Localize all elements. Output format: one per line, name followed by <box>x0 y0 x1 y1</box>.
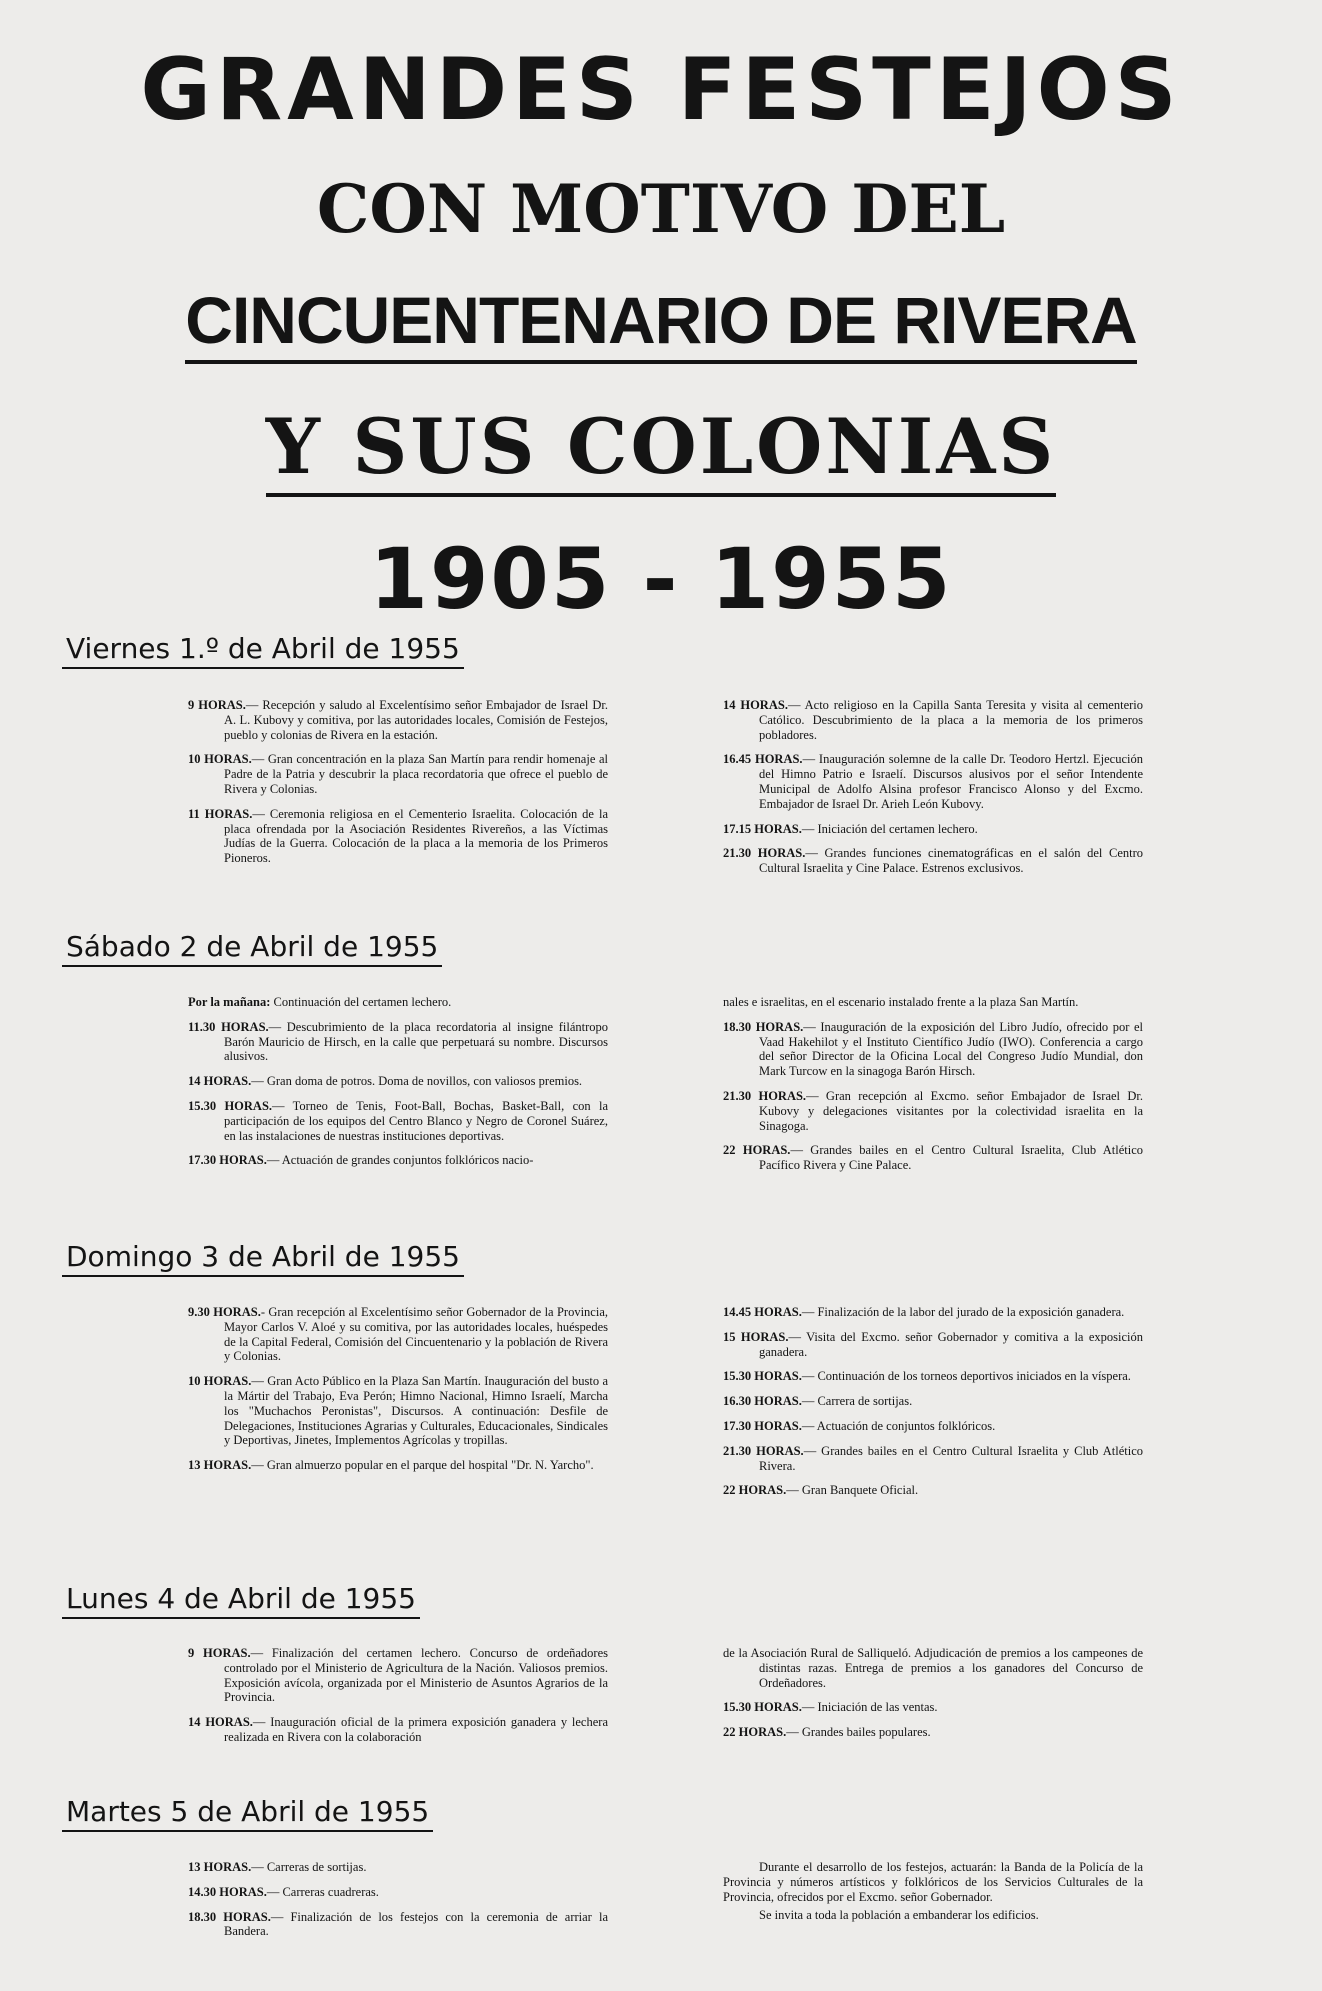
list-item: 11.30 HORAS.— Descubrimiento de la placa recordatoria al insigne filántropo Barón Mauricio de Hirsch, en la calle que perpetuará su nombre. Discursos alusivos. <box>188 1019 609 1064</box>
day-heading-domingo: Domingo 3 de Abril de 1955 <box>62 1240 464 1277</box>
title-years: 1905 - 1955 <box>369 530 953 628</box>
list-item: 14.45 HORAS.— Finalización de la labor del jurado de la exposición ganadera. <box>723 1305 1125 1319</box>
day-2-left-column <box>188 995 608 1178</box>
day-1-right-column <box>723 698 1143 886</box>
title-line-4-text: Y SUS COLONIAS <box>266 402 1056 497</box>
list-item: 10 HORAS.— Gran concentración en la plaza San Martín para rendir homenaje al Padre de la Patria y descubrir la placa recordatoria que ofrece el pueblo de Rivera y Colonias. <box>188 752 609 796</box>
title-line-1: GRANDES FESTEJOS <box>140 40 1182 140</box>
day-heading-viernes: Viernes 1.º de Abril de 1955 <box>62 632 464 669</box>
list-item: 14 HORAS.— Acto religioso en la Capilla Santa Teresita y visita al cementerio Católico. Descubrimiento de la placa a la memoria de los primeros pobladores. <box>723 698 1144 742</box>
day-4-left-column <box>188 1646 608 1755</box>
list-item: 9 HORAS.— Recepción y saludo al Excelentísimo señor Embajador de Israel Dr. A. L. Kubovy y comitiva, por las autoridades locales, Comisión de Festejos, pueblo y colonias de Rivera en la estación. <box>188 698 609 742</box>
list-item: 21.30 HORAS.— Grandes bailes en el Centro Cultural Israelita y Club Atlético Rivera. <box>723 1443 1143 1473</box>
list-item: 15.30 HORAS.— Continuación de los torneos deportivos iniciados en la víspera. <box>723 1369 1131 1384</box>
list-item: 15.30 HORAS.— Torneo de Tenis, Foot-Ball, Bochas, Basket-Ball, con la participación de los equipos del Centro Blanco y Negro de Coronel Suárez, en las instalaciones de nuestras instituciones deportivas. <box>188 1098 608 1143</box>
list-item: nales e israelitas, en el escenario instalado frente a la plaza San Martín. <box>723 995 1079 1009</box>
day-3-right-column <box>723 1305 1143 1508</box>
list-item: 17.15 HORAS.— Iniciación del certamen lechero. <box>723 821 978 836</box>
title-line-3 <box>0 282 1322 358</box>
day-heading-sabado: Sábado 2 de Abril de 1955 <box>62 930 442 967</box>
day-heading-lunes: Lunes 4 de Abril de 1955 <box>62 1582 420 1619</box>
list-item: de la Asociación Rural de Salliqueló. Adjudicación de premios a los campeones de distintas razas. Entrega de premios a los ganadores del Concurso de Ordeñadores. <box>723 1646 1143 1690</box>
list-item: 14 HORAS.— Gran doma de potros. Doma de novillos, con valiosos premios. <box>188 1074 583 1089</box>
closing-note: Se invita a toda la población a embanderar los edificios. <box>759 1908 1039 1923</box>
day-1-left-column <box>188 698 608 876</box>
list-item: 21.30 HORAS.— Grandes funciones cinematográficas en el salón del Centro Cultural Israelita y Cine Palace. Estrenos exclusivos. <box>723 846 1143 876</box>
closing-notes <box>723 1860 1143 1927</box>
title-line-4 <box>0 402 1322 491</box>
list-item: 15.30 HORAS.— Iniciación de las ventas. <box>723 1700 938 1715</box>
list-item: 16.30 HORAS.— Carrera de sortijas. <box>723 1394 913 1409</box>
title-line-2: CON MOTIVO DEL <box>316 170 1006 248</box>
day-5-left-column <box>188 1860 608 1949</box>
list-item: 14.30 HORAS.— Carreras cuadreras. <box>188 1884 379 1899</box>
title-line-3-text: CINCUENTENARIO DE RIVERA <box>185 283 1136 364</box>
list-item: 18.30 HORAS.— Finalización de los festejos con la ceremonia de arriar la Bandera. <box>188 1909 609 1939</box>
list-item: 10 HORAS.— Gran Acto Público en la Plaza San Martín. Inauguración del busto a la Mártir del Trabajo, Eva Perón; Himno Nacional, Himno Israelí, Marcha los "Muchachos Peronistas", Discursos. A continuación: Desfile de Delegaciones, Instituciones Agrarias y Culturales, Educacionales, Sindicales y Deportivas, Jinetes, Implementos Agrícolas y tropillas. <box>188 1374 608 1448</box>
list-item: 17.30 HORAS.— Actuación de grandes conjuntos folklóricos nacio- <box>188 1153 534 1168</box>
list-item: 18.30 HORAS.— Inauguración de la exposición del Libro Judío, ofrecido por el Vaad Hakehilot y el Instituto Científico Judío (IWO). Conferencia a cargo del señor Director de la Oficina Local del Congreso Judío Mundial, don Mark Turcow en la sinagoga Barón Hirsch. <box>723 1019 1143 1079</box>
list-item: 9 HORAS.— Finalización del certamen lechero. Concurso de ordeñadores controlado por el Ministerio de Agricultura de la Nación. Valiosos premios. Exposición avícola, organizada por el Ministerio de Asuntos Agrarios de la Provincia. <box>188 1646 608 1705</box>
list-item: 15 HORAS.— Visita del Excmo. señor Gobernador y comitiva a la exposición ganadera. <box>723 1329 1144 1359</box>
day-4-right-column <box>723 1646 1143 1750</box>
list-item: Por la mañana: Continuación del certamen lechero. <box>188 995 452 1009</box>
day-3-left-column <box>188 1305 608 1483</box>
list-item: 9.30 HORAS.- Gran recepción al Excelentísimo señor Gobernador de la Provincia, Mayor Carlos V. Aloé y su comitiva, por las autoridades locales, huéspedes de la Capital Federal, Comisión del Cincuentenario y la población de Rivera y Colonias. <box>188 1305 609 1364</box>
list-item: 22 HORAS.— Gran Banquete Oficial. <box>723 1483 919 1498</box>
list-item: 22 HORAS.— Grandes bailes en el Centro Cultural Israelita, Club Atlético Pacífico Rivera y Cine Palace. <box>723 1143 1143 1173</box>
closing-note: Durante el desarrollo de los festejos, actuarán: la Banda de la Policía de la Provincia y números artísticos y folklóricos de los Servicios Culturales de la Provincia, ofrecidos por el Excmo. señor Gobernador. <box>723 1860 1143 1904</box>
list-item: 13 HORAS.— Gran almuerzo popular en el parque del hospital "Dr. N. Yarcho". <box>188 1458 594 1473</box>
list-item: 16.45 HORAS.— Inauguración solemne de la calle Dr. Teodoro Hertzl. Ejecución del Himno Patrio e Israelí. Discursos alusivos por el señor Intendente Municipal de Adolfo Alsina profesor Francisco Alonso y del Excmo. Embajador de Israel Dr. Arieh León Kubovy. <box>723 752 1143 811</box>
list-item: 22 HORAS.— Grandes bailes populares. <box>723 1725 931 1740</box>
list-item: 14 HORAS.— Inauguración oficial de la primera exposición ganadera y lechera realizada en Rivera con la colaboración <box>188 1715 608 1744</box>
list-item: 13 HORAS.— Carreras de sortijas. <box>188 1860 367 1874</box>
day-2-right-column <box>723 995 1143 1183</box>
list-item: 11 HORAS.— Ceremonia religiosa en el Cementerio Israelita. Colocación de la placa ofrendada por la Asociación Residentes Rivereños, a las Víctimas Judías de la Guerra. Colocación de la placa a la memoria de los Primeros Pioneros. <box>188 806 609 866</box>
day-heading-martes: Martes 5 de Abril de 1955 <box>62 1795 433 1832</box>
list-item: 17.30 HORAS.— Actuación de conjuntos folklóricos. <box>723 1418 996 1433</box>
list-item: 21.30 HORAS.— Gran recepción al Excmo. señor Embajador de Israel Dr. Kubovy y delegaciones visitantes por la colectividad israelita en la Sinagoga. <box>723 1088 1143 1133</box>
